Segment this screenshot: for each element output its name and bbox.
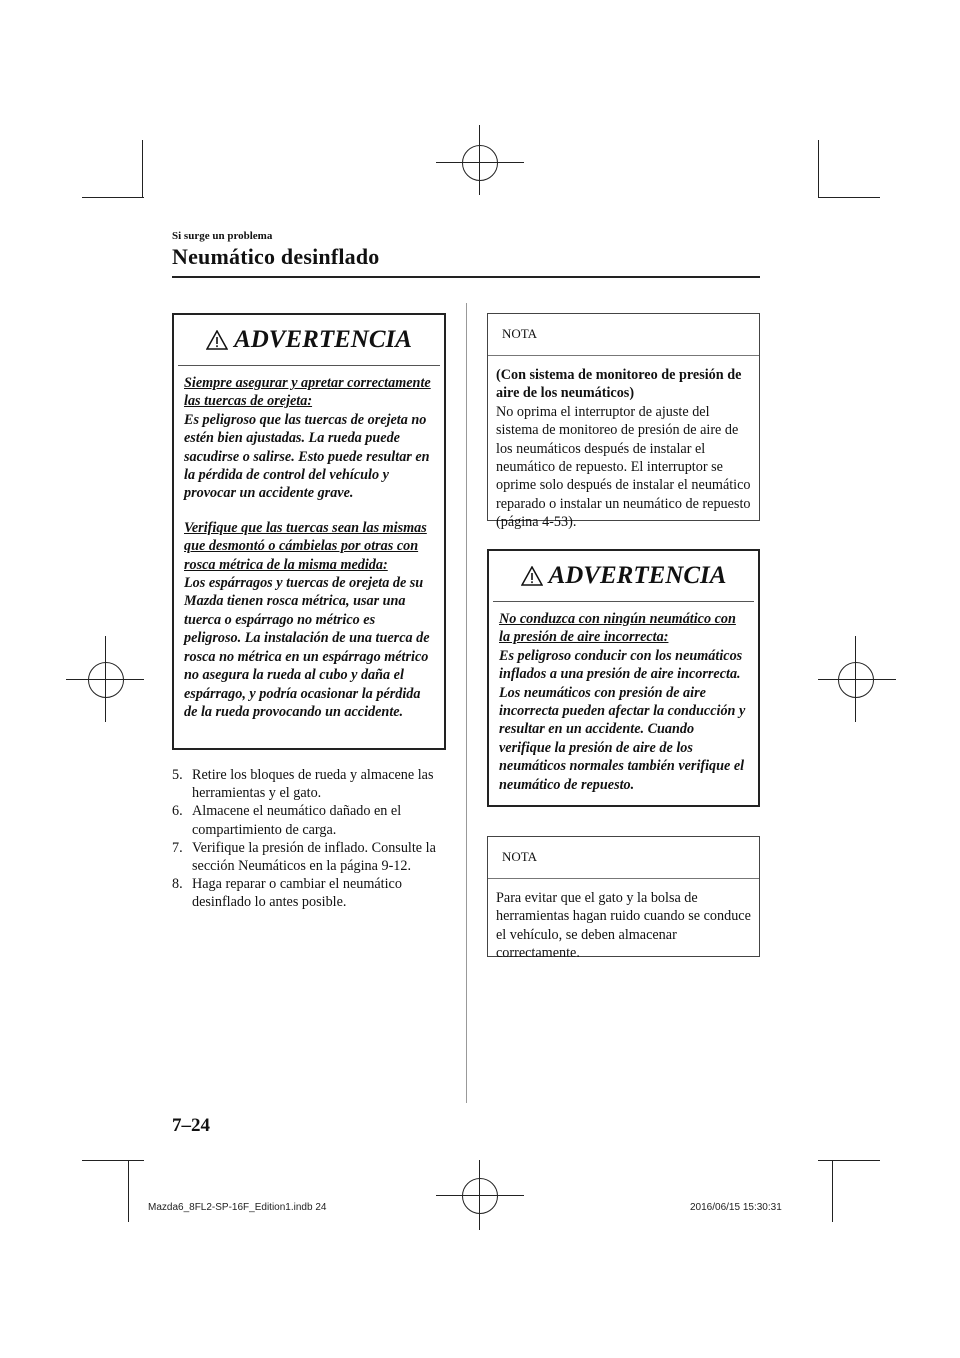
procedure-steps bbox=[172, 766, 452, 912]
page-number: 7–24 bbox=[172, 1115, 210, 1136]
warning-subheading-metric-nuts: Verifique que las tuercas sean las mismas que desmontó o cámbielas por otras con rosca métrica de la misma medida: bbox=[184, 519, 427, 573]
warning-header bbox=[178, 315, 440, 366]
footer-filename: Mazda6_8FL2-SP-16F_Edition1.indb 24 bbox=[148, 1202, 327, 1213]
warning-triangle-icon bbox=[521, 566, 543, 586]
footer-timestamp: 2016/06/15 15:30:31 bbox=[690, 1202, 782, 1213]
note-text-storage: Para evitar que el gato y la bolsa de herramientas hagan ruido cuando se conduce el vehículo, se deben almacenar correctamente. bbox=[496, 890, 751, 962]
note-text-tpms: No oprima el interruptor de ajuste del sistema de monitoreo de presión de aire de los neumáticos después de instalar el neumático de repuesto. El interruptor se oprime solo después de instalar el neumático reparado o instalar un neumático de repuesto (página 4-53). bbox=[496, 403, 751, 531]
list-item: 5. Retire los bloques de rueda y almacene las herramientas y el gato. bbox=[172, 767, 434, 802]
list-item: 6. Almacene el neumático dañado en el compartimiento de carga. bbox=[172, 803, 402, 838]
warning-title: ADVERTENCIA bbox=[234, 326, 412, 353]
list-item: 8. Haga reparar o cambiar el neumático desinflado lo antes posible. bbox=[172, 876, 402, 911]
warning-subheading-secure-nuts: Siempre asegurar y apretar correctamente las tuercas de orejeta: bbox=[184, 375, 431, 410]
list-item: 7. Verifique la presión de inflado. Consulte la sección Neumáticos en la página 9-12. bbox=[172, 839, 436, 875]
column-divider bbox=[466, 303, 467, 1103]
warning-header bbox=[493, 551, 754, 602]
note-box-storage bbox=[487, 836, 760, 962]
note-title: NOTA bbox=[488, 314, 759, 356]
section-label: Si surge un problema bbox=[172, 230, 273, 242]
warning-text-metric-thread: Los espárragos y tuercas de orejeta de su Mazda tienen rosca métrica, usar una tuerca o espárrago no métrico es peligroso. La instalación de una tuerca de rosca no métrica en un espárrago métrico no asegura la rueda al cubo y daña el espárrago, y podría ocasionar la pérdida de la rueda provocando un accidente. bbox=[184, 575, 430, 720]
warning-box-tire-pressure bbox=[487, 549, 760, 807]
title-rule bbox=[172, 276, 760, 278]
warning-subheading-pressure: No conduzca con ningún neumático con la presión de aire incorrecta: bbox=[499, 611, 736, 646]
warning-triangle-icon bbox=[206, 330, 228, 350]
note-subheading-tpms: (Con sistema de monitoreo de presión de aire de los neumáticos) bbox=[496, 367, 742, 402]
warning-title: ADVERTENCIA bbox=[548, 562, 727, 589]
warning-text-loose-nuts: Es peligroso que las tuercas de orejeta no estén bien ajustadas. La rueda puede sacudirse o salirse. Esto puede resultar en la pérdida de control del vehículo y provocar un accidente grave. bbox=[184, 411, 430, 502]
warning-box-tire-nuts bbox=[172, 313, 446, 750]
note-title: NOTA bbox=[488, 837, 759, 879]
page-title: Neumático desinflado bbox=[172, 244, 380, 269]
note-box-tpms bbox=[487, 313, 760, 531]
warning-text-pressure: Es peligroso conducir con los neumáticos inflados a una presión de aire incorrecta. Los neumáticos con presión de aire incorrecta pueden afectar la conducción y resultar en un accidente. Cuando verifique la presión de aire de los neumáticos normales también verifique el neumático de repuesto. bbox=[499, 647, 746, 793]
